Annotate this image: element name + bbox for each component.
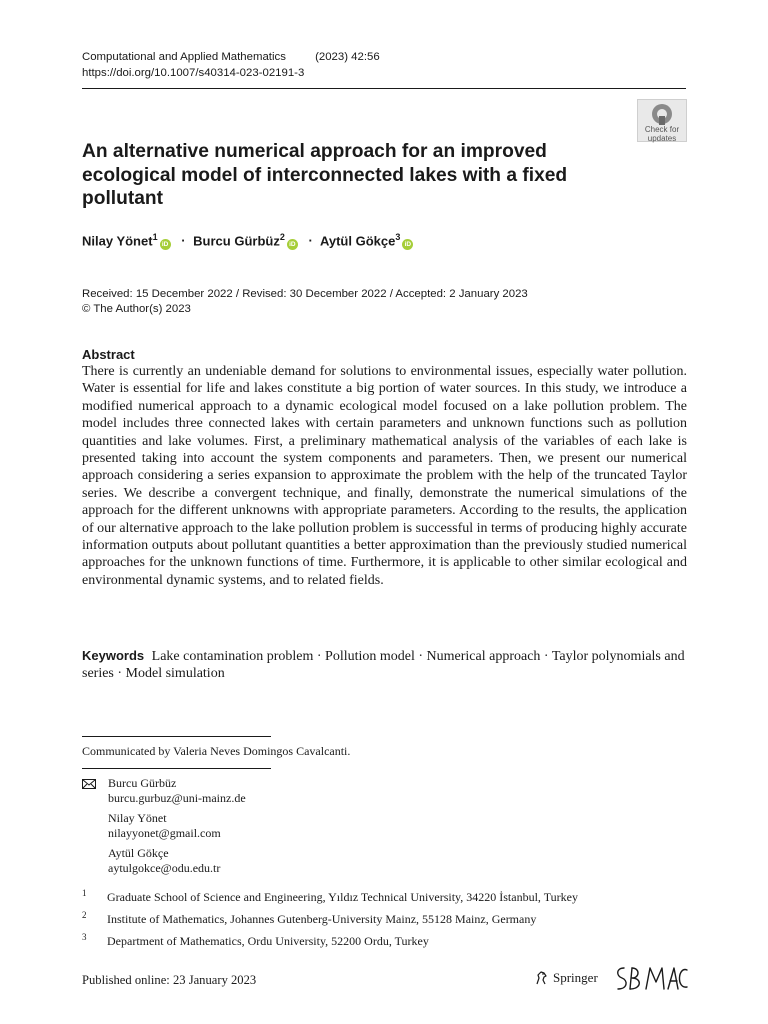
paper-title: An alternative numerical approach for an improved ecological model of interconnected lakes with a fixed pollutant: [82, 141, 568, 209]
doi-link[interactable]: https://doi.org/10.1007/s40314-023-02191-3: [82, 67, 305, 79]
envelope-icon: [82, 779, 96, 789]
published-online: Published online: 23 January 2023: [82, 973, 257, 987]
crossmark-icon: [651, 103, 673, 125]
check-for-updates-badge[interactable]: [637, 99, 687, 142]
issue-citation: (2023) 42:56: [315, 51, 380, 63]
author-name: Burcu Gürbüz: [193, 233, 280, 249]
contact-name: Burcu Gürbüz: [108, 776, 177, 790]
dates-line: Received: 15 December 2022 / Revised: 30 December 2022 / Accepted: 2 January 2023: [82, 288, 528, 300]
orcid-icon[interactable]: iD: [160, 239, 171, 250]
journal-name: Computational and Applied Mathematics: [82, 51, 286, 63]
footnote-rule: [82, 768, 271, 769]
affiliation-number: 3: [82, 932, 87, 942]
contact-email[interactable]: aytulgokce@odu.edu.tr: [108, 861, 221, 875]
affiliation-text: Institute of Mathematics, Johannes Gutenberg-University Mainz, 55128 Mainz, Germany: [107, 912, 537, 926]
author-affiliation-mark: 2: [279, 232, 285, 242]
keywords-text: Lake contamination problem · Pollution model · Numerical approach · Taylor polynomials and series · Model simulation: [82, 649, 685, 682]
springer-logo: [534, 970, 598, 986]
affiliation-number: 2: [82, 910, 87, 920]
contact-entry: [108, 811, 221, 841]
springer-horse-icon: [534, 970, 550, 986]
article-history: [82, 287, 528, 317]
springer-wordmark: Springer: [553, 970, 598, 985]
contact-email[interactable]: nilayyonet@gmail.com: [108, 826, 221, 840]
contact-entry: [108, 846, 220, 876]
author-affiliation-mark: 1: [152, 232, 158, 242]
abstract-heading: Abstract: [82, 347, 135, 362]
affiliation-number: 1: [82, 888, 87, 898]
contact-name: Nilay Yönet: [108, 811, 167, 825]
author-list: [82, 232, 416, 250]
footnote-rule: [82, 736, 271, 737]
keywords: [82, 647, 687, 683]
copyright-line: © The Author(s) 2023: [82, 303, 191, 315]
header-rule: [82, 88, 686, 89]
running-header: [82, 49, 380, 81]
author-separator: ·: [308, 233, 313, 249]
contact-name: Aytül Gökçe: [108, 846, 169, 860]
orcid-icon[interactable]: iD: [287, 239, 298, 250]
check-for-updates-line2: updates: [647, 134, 677, 143]
contact-email[interactable]: burcu.gurbuz@uni-mainz.de: [108, 791, 246, 805]
check-for-updates-line1: Check for: [644, 125, 680, 134]
abstract-text: There is currently an undeniable demand for solutions to environmental issues, especially water pollution. Water is essential for life and lakes constitute a big portion of water sources. In this study, we introduce a modified numerical approach to a dynamic ecological model focused on a lake pollution problem. The model includes three connected lakes with certain parameters and unknown functions such as pollution quantities and lake volumes. First, a preliminary mathematical analysis of the variables of each lake is presented taking into account the system components and parameters. Then, we present our numerical approach considering a series expansion to approximate the problem with the help of the truncated Taylor series. We describe a convergent technique, and finally, demonstrate the numerical simulations of the approach for the different unknowns with appropriate parameters. According to the results, the application of our alternative approach to the lake pollution problem is successful in terms of producing highly accurate information outputs about pollutant quantities a better approximation than the previously studied numerical approaches for the unknown functions of time. Furthermore, it is applicable to other similar ecological and environmental dynamic systems, and to related fields.: [82, 364, 687, 588]
sbmac-logo: [612, 962, 688, 994]
author-name: Aytül Gökçe: [319, 233, 396, 249]
affiliation-text: Graduate School of Science and Engineering, Yıldız Technical University, 34220 İstanbul, Turkey: [107, 890, 578, 904]
author-separator: ·: [181, 233, 186, 249]
author-name: Nilay Yönet: [82, 233, 153, 249]
author-affiliation-mark: 3: [395, 232, 401, 242]
affiliation-text: Department of Mathematics, Ordu University, 52200 Ordu, Turkey: [107, 934, 429, 948]
orcid-icon[interactable]: iD: [402, 239, 413, 250]
communicated-by: Communicated by Valeria Neves Domingos Cavalcanti.: [82, 744, 351, 758]
contact-entry: [108, 776, 246, 806]
keywords-label: Keywords: [82, 648, 145, 663]
